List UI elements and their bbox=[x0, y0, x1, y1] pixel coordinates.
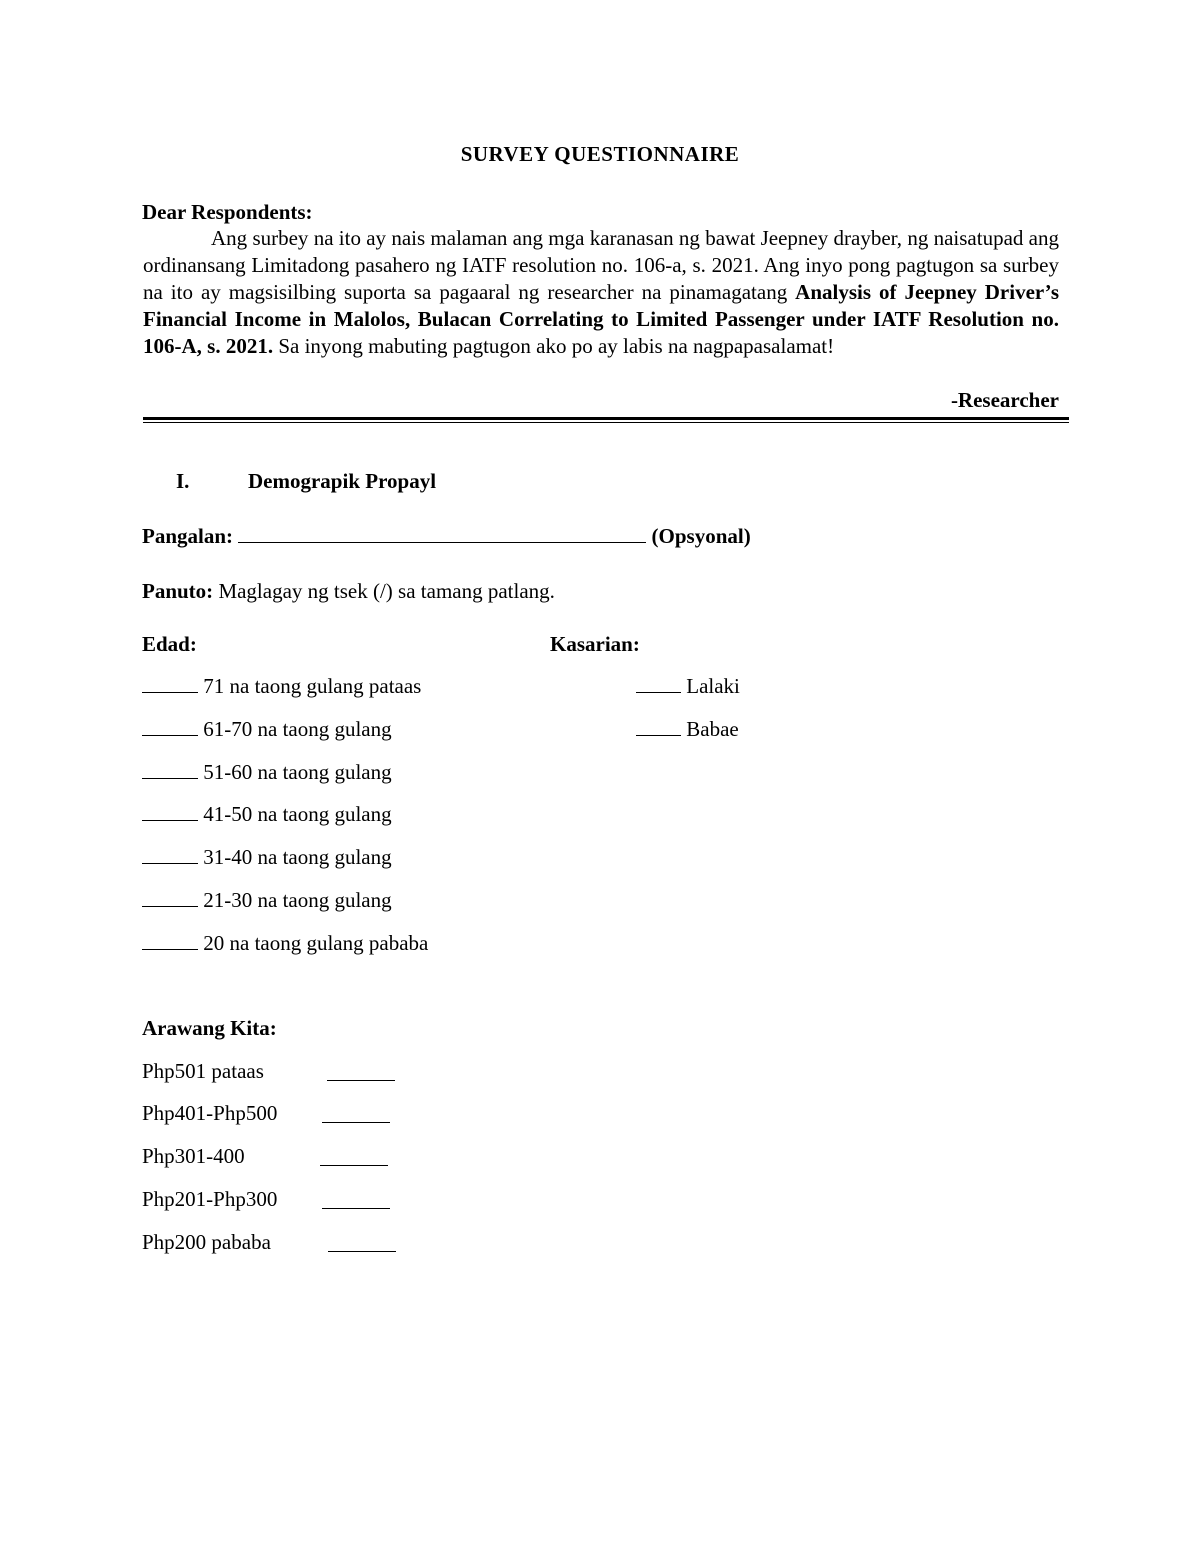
age-option bbox=[142, 715, 392, 743]
sex-blank[interactable] bbox=[636, 674, 681, 693]
age-option bbox=[142, 758, 392, 786]
instruction-label: Panuto: bbox=[142, 579, 214, 603]
income-option-label: Php200 pababa bbox=[142, 1230, 271, 1254]
name-label: Pangalan: bbox=[142, 524, 234, 548]
age-blank[interactable] bbox=[142, 674, 198, 693]
age-blank[interactable] bbox=[142, 760, 198, 779]
sex-option bbox=[636, 715, 739, 743]
intro-text-2: Sa inyong mabuting pagtugon ako po ay labis na nagpapasalamat! bbox=[273, 334, 835, 358]
name-row bbox=[142, 522, 751, 550]
income-option-label: Php401-Php500 bbox=[142, 1101, 278, 1125]
age-option-label: 51-60 na taong gulang bbox=[203, 760, 392, 784]
income-option-label: Php201-Php300 bbox=[142, 1187, 278, 1211]
income-option bbox=[142, 1057, 264, 1085]
age-option bbox=[142, 672, 421, 700]
income-blank[interactable] bbox=[322, 1104, 390, 1123]
sex-label: Kasarian: bbox=[550, 632, 640, 656]
sex-option bbox=[636, 672, 740, 700]
signature: -Researcher bbox=[950, 388, 1059, 412]
section-title: Demograpik Propayl bbox=[248, 469, 437, 493]
age-blank[interactable] bbox=[142, 931, 198, 950]
instruction-text: Maglagay ng tsek (/) sa tamang patlang. bbox=[213, 579, 555, 603]
sex-option-label: Babae bbox=[686, 717, 739, 741]
section-divider bbox=[143, 417, 1069, 423]
income-blank[interactable] bbox=[327, 1062, 395, 1081]
age-option-label: 41-50 na taong gulang bbox=[203, 802, 392, 826]
income-option-label: Php501 pataas bbox=[142, 1059, 264, 1083]
greeting: Dear Respondents: bbox=[142, 200, 313, 224]
age-option bbox=[142, 929, 428, 957]
income-option-label: Php301-400 bbox=[142, 1144, 245, 1168]
age-option-label: 71 na taong gulang pataas bbox=[203, 674, 422, 698]
intro-text-1: Ang surbey na ito ay nais malaman ang mga karanasan ng bawat Jeepney drayber, ng naisatupad ang ordinansang Limitadong pasahero ng IATF resolution no. 106-a, s. 2021. Ang inyo pong pagtugon sa surbey na ito ay magsisilbing suporta sa pagaaral ng researcher na pinamagatang bbox=[143, 226, 1059, 304]
age-option-label: 20 na taong gulang pababa bbox=[203, 931, 429, 955]
income-option bbox=[142, 1185, 277, 1213]
sex-option-label: Lalaki bbox=[686, 674, 740, 698]
age-label: Edad: bbox=[142, 632, 197, 656]
age-blank[interactable] bbox=[142, 717, 198, 736]
income-option bbox=[142, 1142, 245, 1170]
income-blank[interactable] bbox=[322, 1190, 390, 1209]
name-optional-note: (Opsyonal) bbox=[651, 524, 751, 548]
age-option-label: 61-70 na taong gulang bbox=[203, 717, 392, 741]
sex-blank[interactable] bbox=[636, 717, 681, 736]
age-blank[interactable] bbox=[142, 802, 198, 821]
intro-paragraph bbox=[143, 225, 1059, 360]
age-option bbox=[142, 886, 392, 914]
income-blank[interactable] bbox=[320, 1147, 388, 1166]
income-option bbox=[142, 1099, 277, 1127]
income-blank[interactable] bbox=[328, 1233, 396, 1252]
income-option bbox=[142, 1228, 271, 1256]
name-blank[interactable] bbox=[238, 524, 646, 543]
document-title: SURVEY QUESTIONNAIRE bbox=[460, 142, 740, 166]
age-option-label: 21-30 na taong gulang bbox=[203, 888, 392, 912]
age-blank[interactable] bbox=[142, 888, 198, 907]
age-blank[interactable] bbox=[142, 845, 198, 864]
age-option bbox=[142, 800, 392, 828]
age-option bbox=[142, 843, 392, 871]
study-title: Analysis of Jeepney Driver’s Financial Income in Malolos, Bulacan Correlating to Limited Passenger under IATF Resolution no. 106-A, s. 2021. bbox=[143, 280, 1059, 358]
income-label: Arawang Kita: bbox=[142, 1016, 277, 1040]
instruction-row bbox=[142, 577, 555, 605]
age-option-label: 31-40 na taong gulang bbox=[203, 845, 392, 869]
section-number: I. bbox=[176, 469, 190, 493]
